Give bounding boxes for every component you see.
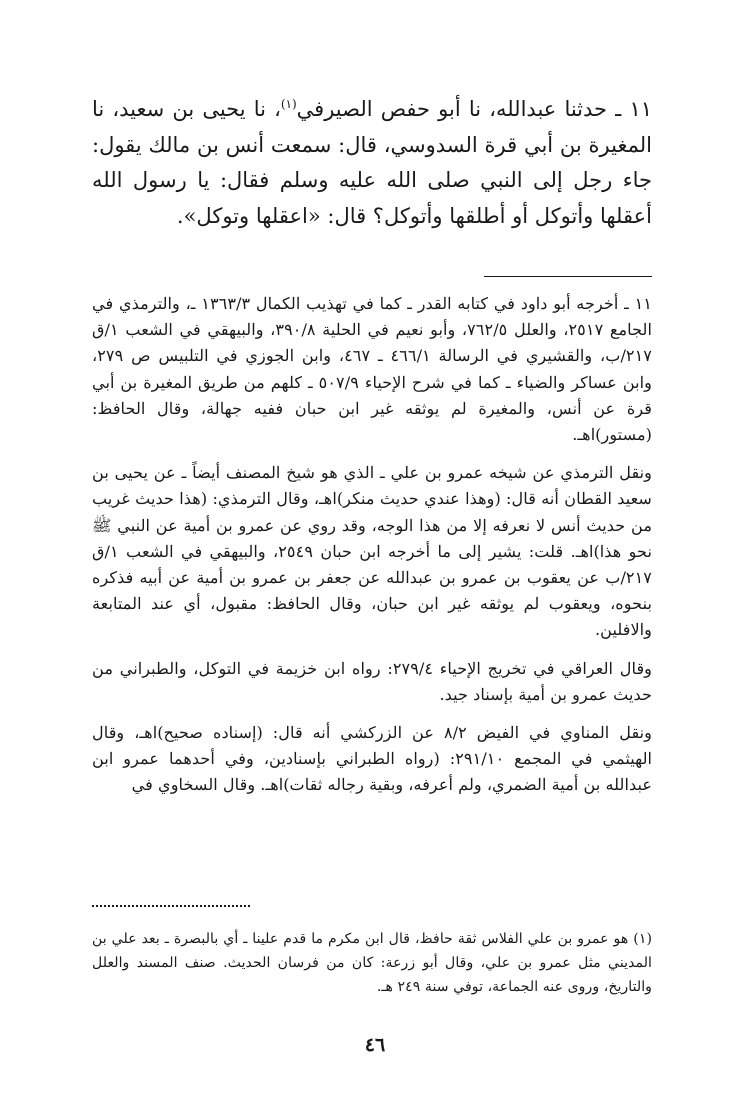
text-divider <box>484 276 652 277</box>
hadith-paragraph <box>92 92 652 234</box>
footnote-separator <box>92 905 250 907</box>
footnote-reference[interactable]: (١) <box>280 97 297 111</box>
footnote-text: (١) هو عمرو بن علي الفلاس ثقة حافظ، قال ابن مكرم ما قدم علينا ـ أي بالبصرة ـ بعد علي بن المديني مثل عمرو بن علي، وقال أبو زرعة: كان من فرسان الحديث. صنف المسند والعلل والتاريخ، وروى عنه الجماعة، توفي سنة ٢٤٩ هـ. <box>92 931 652 995</box>
commentary-paragraph-3: وقال العراقي في تخريج الإحياء ٢٧٩/٤: رواه ابن خزيمة في التوكل، والطبراني من حديث عمرو بن أمية بإسناد جيد. <box>92 658 653 704</box>
commentary-paragraph-2: ونقل الترمذي عن شيخه عمرو بن علي ـ الذي هو شيخ المصنف أيضاً ـ عن يحيى بن سعيد القطان أنه قال: (وهذا عندي حديث منكر)اهـ، وقال الترمذي: (هذا حديث غريب من حديث أنس لا نعرفه إلا من هذا الوجه، وقد روي عن عمرو بن أمية عن النبي ﷺ نحو هذا)اهـ. قلت: يشير إلى ما أخرجه ابن حبان ٢٥٤٩، والبيهقي في الشعب ١/ق ٢١٧/ب عن يعقوب بن عمرو بن عبدالله عن جعفر بن عمرو بن أمية عن أبيه فذكره بنحوه، ويعقوب لم يوثقه غير ابن حبان، وقال الحافظ: مقبول، أي عند المتابعة والافلين. <box>92 463 652 640</box>
hadith-text <box>92 92 652 234</box>
commentary-paragraph-4: ونقل المناوي في الفيض ٨/٢ عن الزركشي أنه قال: (إسناده صحيح)اهـ، وقال الهيثمي في المجمع ٢٩١/١٠: (رواه الطبراني بإسنادين، وفي أحدهما عمرو ابن عبدالله بن أمية الضمري، ولم أعرفه، وبقية رجاله ثقات)اهـ. وقال السخاوي في <box>92 723 653 795</box>
takhrij-commentary <box>92 291 652 811</box>
commentary-paragraph-1: ١١ ـ أخرجه أبو داود في كتابه القدر ـ كما في تهذيب الكمال ١٣٦٣/٣ ـ، والترمذي في الجامع ٢٥١٧، والعلل ٧٦٢/٥، وأبو نعيم في الحلية ٣٩٠/٨، والبيهقي في الشعب ١/ق ٢١٧/ب، والقشيري في الرسالة ٤٦٦/١ ـ ٤٦٧، وابن الجوزي في التلبيس ص ٢٧٩، وابن عساكر والضياء ـ كما في شرح الإحياء ٥٠٧/٩ ـ كلهم من طريق المغيرة بن أبي قرة عن أنس، والمغيرة لم يوثقه غير ابن حبان ففيه جهالة، وقال الحافظ: (مستور)اهـ. <box>92 294 652 445</box>
footnote <box>92 927 652 999</box>
hadith-part-1: ١١ ـ حدثنا عبدالله، نا أبو حفص الصيرفي <box>296 97 652 121</box>
hadith-part-2: ، نا يحيى بن سعيد، نا المغيرة بن أبي قرة السدوسي، قال: سمعت أنس بن مالك يقول: جاء رجل إلى النبي صلى الله عليه وسلم فقال: يا رسول الله أعقلها وأتوكل أو أطلقها وأتوكل؟ قال: «اعقلها وتوكل». <box>92 97 652 228</box>
page-number: ٤٦ <box>364 1034 386 1056</box>
